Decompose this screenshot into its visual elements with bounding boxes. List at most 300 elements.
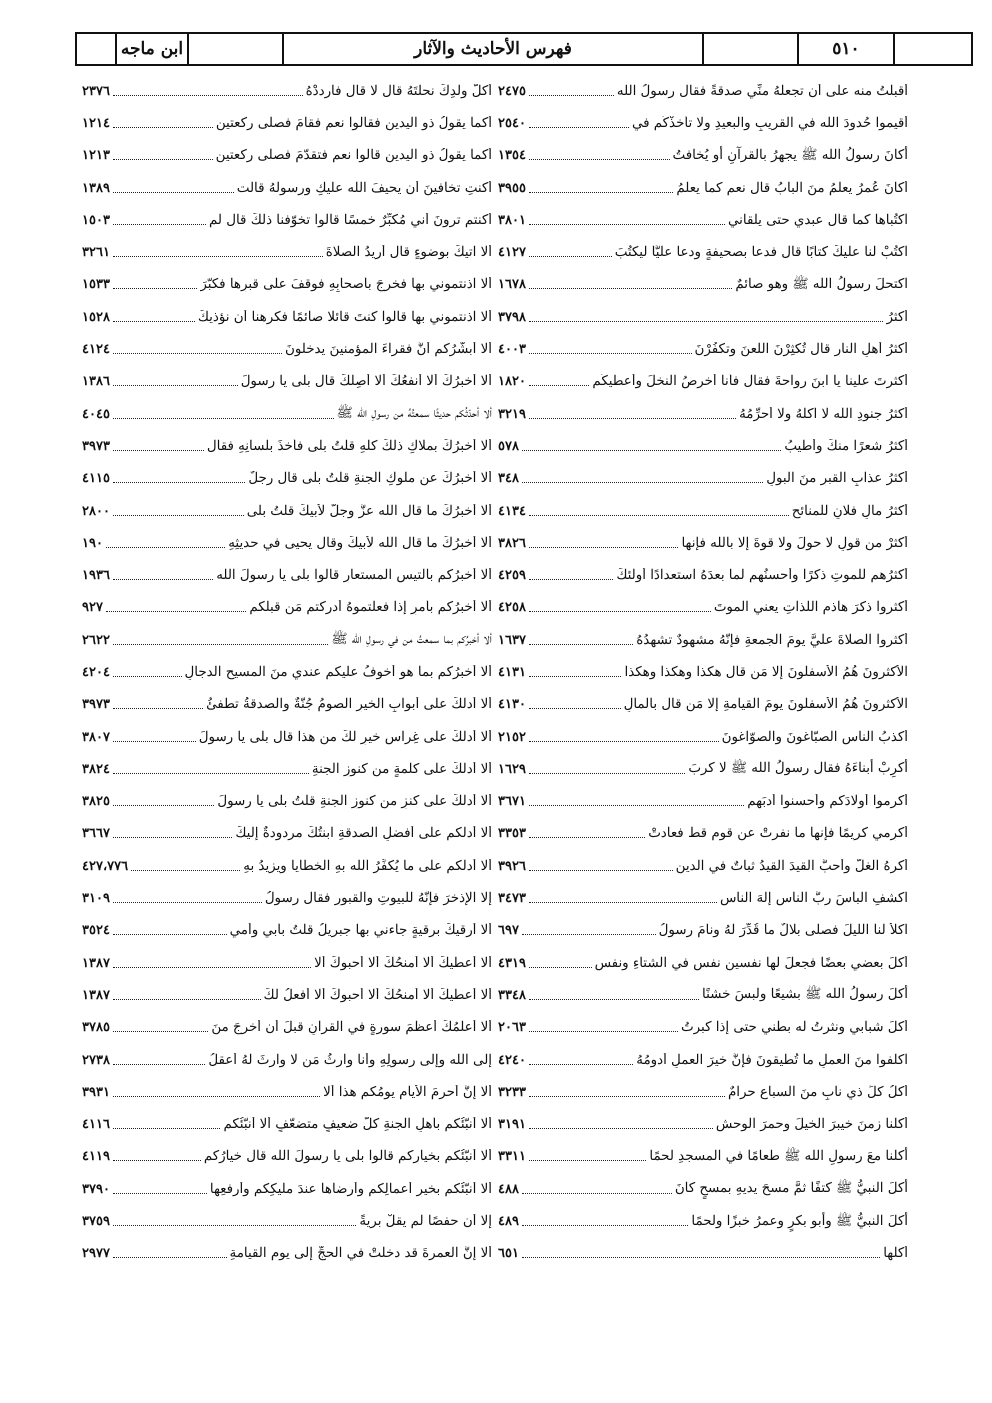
index-entry (498, 1173, 908, 1205)
dot-leader (113, 1225, 356, 1226)
entry-number: ٤١٢٤ (82, 342, 110, 358)
dot-leader (106, 547, 225, 548)
dot-leader (529, 870, 673, 871)
entry-number: ٣٨٢٤ (82, 761, 110, 777)
entry-number: ٣٦٦٧ (82, 826, 110, 842)
entry-text: أكلَ رسولُ الله ﷺ بشيعًا ولبسَ خشنًا (702, 987, 908, 1003)
entry-text: أكثرُ مالِ فلانٍ للمنائحِ (791, 503, 908, 519)
index-entry (82, 204, 492, 236)
index-entry (82, 656, 492, 688)
entry-text: أكلها (883, 1246, 908, 1262)
entry-text: ألا أرقيكَ برقيةٍ جاءني بها جبريلُ قلتُ بأبي وأمي (229, 923, 492, 939)
index-entry (498, 656, 908, 688)
entry-text: أكثرُ (886, 309, 908, 325)
dot-leader (113, 967, 311, 968)
dot-leader (529, 418, 736, 419)
index-entry (498, 1109, 908, 1141)
index-entry (82, 527, 492, 559)
dot-leader (113, 353, 282, 354)
dot-leader (529, 224, 725, 225)
dot-leader (113, 515, 244, 516)
entry-text: أكنتِ تخافينَ أن يحيفَ الله عليكِ ورسولُهُ قالت (236, 180, 492, 196)
entry-text: أكما يقولُ ذو اليدينِ فقالوا نعم فقامَ فصلّى ركعتينِ (215, 115, 492, 131)
index-entry (498, 1205, 908, 1237)
index-entry (498, 333, 908, 365)
entry-number: ٤١٣٠ (498, 697, 526, 713)
header-blank-cell (189, 34, 284, 64)
index-entry (498, 559, 908, 591)
dot-leader (529, 127, 629, 128)
entry-text: أكثرُ جنودِ الله لا آكلُهُ ولا أُحرِّمُهُ (739, 406, 908, 422)
dot-leader (529, 611, 711, 612)
entry-number: ١٢١٣ (82, 148, 110, 164)
entry-text: ألا أخبرُكَ ما قال الله عزَّ وجلَّ لأبيكَ قلتُ بلى (246, 503, 492, 519)
dot-leader (529, 967, 592, 968)
dot-leader (529, 353, 692, 354)
entry-text: ألا إنَّ العمرةَ قد دخلتْ في الحجِّ إلى يومِ القيامةِ (229, 1246, 492, 1262)
index-title: فهرس الأحاديث والآثار (284, 34, 704, 64)
entry-text: أكثرُ شعرًا منكَ وأطيبُ (784, 438, 908, 454)
entry-number: ٣٨٢٥ (82, 794, 110, 810)
entry-text: أكرهُ الغلَّ وأحبُّ القيدَ القيدُ ثباتٌ في الدينِ (675, 858, 908, 874)
dot-leader (113, 1257, 227, 1258)
dot-leader (522, 1225, 688, 1226)
entry-number: ٣٢١٩ (498, 406, 526, 422)
index-entry (498, 1044, 908, 1076)
dot-leader (529, 579, 613, 580)
dot-leader (529, 1128, 713, 1129)
entry-number: ٤١١٩ (82, 1149, 110, 1165)
dot-leader (113, 999, 261, 1000)
index-entry (82, 947, 492, 979)
dot-leader (113, 708, 203, 709)
dot-leader (522, 450, 781, 451)
entry-number: ٢١٥٢ (498, 729, 526, 745)
entry-text: اكتُباها كما قال عبدي حتى يلقاني (727, 212, 908, 228)
dot-leader (113, 773, 309, 774)
entry-number: ٣٢٦١ (82, 245, 110, 261)
entry-text: أكلُ كلِّ ذي نابٍ منَ السباعِ حرامٌ (727, 1084, 908, 1100)
index-entry (82, 301, 492, 333)
entry-number: ٣٢٣٣ (498, 1084, 526, 1100)
dot-leader (529, 192, 673, 193)
entry-number: ٤١١٥ (82, 471, 110, 487)
entry-number: ٣٨٠١ (498, 212, 526, 228)
dot-leader (113, 95, 303, 96)
entry-number: ١٣٨٦ (82, 374, 110, 390)
index-entry (82, 1044, 492, 1076)
index-entry (82, 1012, 492, 1044)
dot-leader (529, 1064, 633, 1065)
index-entry (498, 172, 908, 204)
dot-leader (113, 741, 196, 742)
entry-number: ٤٨٨ (498, 1181, 519, 1197)
entry-text: أكلَ شبابي ونثرتُ له بطني حتى إذا كبرتُ (681, 1020, 908, 1036)
entry-text: ألا أعطيكَ ألا أمنحُكَ ألا أحبوكَ ألا أفعلُ لكَ (263, 987, 492, 1003)
entry-number: ٣٩٣١ (82, 1084, 110, 1100)
header-blank-cell (704, 34, 799, 64)
entry-number: ٤١٣٤ (498, 503, 526, 519)
index-entry (498, 689, 908, 721)
index-entry (498, 527, 908, 559)
entry-text: ألا أخبرُكم بما هو أخوفُ عليكم عندي منَ المسيحِ الدجالِ (184, 664, 492, 680)
entry-number: ١٦٣٧ (498, 632, 526, 648)
entry-text: الأكثرونَ هُمُ الأسفلونَ إلا مَن قال هكذا وهكذا وهكذا (624, 664, 908, 680)
entry-text: إلا أن حفصًا لم يقلْ بريةً (359, 1214, 492, 1230)
entry-number: ٢٣٧٦ (82, 83, 110, 99)
entry-text: أكلَ النبيُّ ﷺ وأبو بكرٍ وعمرُ خبزًا ولحمًا (691, 1213, 908, 1229)
entry-text: أكرِمي كريمًا فإنها ما نفرتْ عن قومٍ قطُّ فعادتْ (648, 826, 908, 842)
entry-number: ٣٤٧٣ (498, 891, 526, 907)
dot-leader (113, 1096, 320, 1097)
entry-text: ألا أنبّئُكم بخيرِ أعمالِكم وأرضاها عندَ مليكِكم وأرفعِها (209, 1181, 492, 1197)
entry-text: اكشفِ الباسَ ربَّ الناسِ إلهَ الناسِ (719, 891, 908, 907)
index-entry (82, 753, 492, 785)
dot-leader (113, 418, 334, 419)
entry-number: ٣٨٠٧ (82, 729, 110, 745)
dot-leader (529, 321, 884, 322)
entry-text: اكتحلَ رسولُ الله ﷺ وهو صائمٌ (735, 276, 908, 292)
index-entry (498, 979, 908, 1011)
dot-leader (522, 934, 656, 935)
entry-text: ألا أخبرُكَ بملاكِ ذلكَ كلِّهِ قلتُ بلى فأخذَ بلسانِهِ فقال (206, 438, 492, 454)
entry-text: ألا أنبّئُكم بأهلِ الجنةِ كلُّ ضعيفٍ متضعّفٍ ألا أنبّئُكم (223, 1117, 492, 1133)
entry-number: ٢٦٢٢ (82, 632, 110, 648)
dot-leader (522, 1257, 880, 1258)
dot-leader (529, 644, 633, 645)
index-column-right (498, 75, 908, 1270)
entry-number: ١٣٨٧ (82, 987, 110, 1003)
index-entry (82, 1076, 492, 1108)
entry-text: أكثروا ذكرَ هاذمِ اللذاتِ يعني الموتَ (713, 600, 908, 616)
index-entry (82, 559, 492, 591)
entry-number: ٣١٩١ (498, 1117, 526, 1133)
index-entry (498, 140, 908, 172)
index-entry (498, 366, 908, 398)
dot-leader (113, 127, 213, 128)
entry-text: أقبلتُ منه على أن تجعلَهُ منِّي صدقةً فقال رسولُ الله (616, 83, 908, 99)
dot-leader (113, 256, 323, 257)
index-entry (498, 624, 908, 656)
entry-number: ١٥٢٨ (82, 309, 110, 325)
entry-number: ٤٢٤٠ (498, 1052, 526, 1068)
entry-text: ألا أدلُّكَ على غِراسٍ خيرٍ لكَ من هذا قال بلى يا رسولَ (198, 729, 492, 745)
book-name: ابن ماجه (117, 34, 189, 64)
index-entry (82, 495, 492, 527)
entry-number: ٢٥٤٠ (498, 115, 526, 131)
entry-text: أكثرُ أهلِ النارِ قال تُكثِرْنَ اللعنَ وتكفُرْنَ (694, 342, 908, 358)
entry-text: ألا إنَّ أحرمَ الأيامِ يومُكم هذا ألا (323, 1084, 492, 1100)
index-entry (498, 1076, 908, 1108)
entry-number: ٤٠٠٣ (498, 342, 526, 358)
entry-number: ٣٧٨٥ (82, 1020, 110, 1036)
entry-number: ٤١٣١ (498, 664, 526, 680)
dot-leader (113, 224, 206, 225)
entry-text: أكنتم ترونَ أني مُكبِّرٌ خمسًا قالوا تخوّفنا ذلكَ قال لم (208, 212, 492, 228)
entry-number: ١٨٢٠ (498, 374, 526, 390)
index-entry (82, 333, 492, 365)
entry-text: أكثروا الصلاةَ عليَّ يومَ الجمعةِ فإنَّهُ مشهودٌ تشهدُهُ (636, 632, 908, 648)
entry-text: أكانَ عُمرُ يعلمُ منَ البابُ قال نعم كما يعلمُ (676, 180, 908, 196)
entry-number: ٣٣٥٣ (498, 826, 526, 842)
dot-leader (113, 676, 182, 677)
entry-text: ألا أدلُّكم على أفضلِ الصدقةِ ابنتُكَ مردودةٌ إليكَ (235, 826, 492, 842)
entry-text: أكثرتَ علينا يا ابنَ رواحةَ فقال فأنا أخرِصُ النخلَ وأُعطيكُم (592, 374, 908, 390)
dot-leader (113, 579, 213, 580)
entry-number: ٢٤٧٥ (498, 83, 526, 99)
entry-text: ألا أخبرُكم بما سمعتُ من في رسولِ الله ﷺ (331, 632, 492, 648)
entry-number: ٣٧٩٠ (82, 1181, 110, 1197)
entry-number: ٢٠٦٣ (498, 1020, 526, 1036)
entry-text: ألا أحدّثُكم حديثًا سمعتُهُ من رسولِ الله ﷺ (336, 406, 492, 422)
entry-number: ٤١١٦ (82, 1117, 110, 1133)
entry-text: أكثرْ من قولِ لا حولَ ولا قوةَ إلا بالله فإنها (681, 535, 908, 551)
entry-text: ألا أدلُّكَ على كنزٍ من كنوزِ الجنةِ قلتُ بلى يا رسولَ (217, 794, 492, 810)
index-entry (82, 1173, 492, 1205)
index-entry (82, 172, 492, 204)
entry-text: ألا أخبرُكَ عن ملوكِ الجنةِ قلتُ بلى قال رجلٌ (248, 471, 492, 487)
dot-leader (113, 288, 197, 289)
index-entry (498, 269, 908, 301)
entry-number: ٤٣١٩ (498, 955, 526, 971)
index-entry (498, 236, 908, 268)
index-entry (82, 1109, 492, 1141)
entry-number: ٤٢٧،٧٧٦ (82, 858, 129, 874)
dot-leader (113, 644, 328, 645)
dot-leader (113, 837, 232, 838)
entry-number: ٢٨٠٠ (82, 503, 110, 519)
index-entry (82, 818, 492, 850)
index-entry (498, 430, 908, 462)
entry-number: ٥٧٨ (498, 438, 519, 454)
entry-number: ٣١٠٩ (82, 891, 110, 907)
entry-number: ٣٥٢٤ (82, 923, 110, 939)
index-entry (82, 624, 492, 656)
dot-leader (113, 1193, 207, 1194)
index-entry (498, 915, 908, 947)
dot-leader (529, 902, 717, 903)
entry-text: ألا أخبرُكم بالتيسِ المستعارِ قالوا بلى يا رسولَ الله (216, 568, 492, 584)
entry-text: إلا الإذخرَ فإنَّهُ للبيوتِ والقبورِ فقال رسولُ (264, 891, 492, 907)
index-entry (82, 366, 492, 398)
entry-number: ٢٩٧٧ (82, 1246, 110, 1262)
dot-leader (529, 288, 732, 289)
entry-number: ٤٢٥٨ (498, 600, 526, 616)
index-entry (498, 786, 908, 818)
entry-number: ٦٥١ (498, 1246, 519, 1262)
dot-leader (113, 1031, 208, 1032)
index-entry (82, 140, 492, 172)
index-entry (498, 753, 908, 785)
index-entry (82, 915, 492, 947)
dot-leader (529, 547, 679, 548)
index-entry (82, 882, 492, 914)
entry-number: ١٣٥٤ (498, 148, 526, 164)
entry-number: ٣٤٨ (498, 471, 519, 487)
entry-text: ألا أدلُّكم على ما يُكفِّرُ الله بهِ الخطايا ويزيدُ بهِ (243, 858, 492, 874)
dot-leader (529, 837, 645, 838)
entry-text: أكلنا معَ رسولِ الله ﷺ طعامًا في المسجدِ لحمًا (649, 1148, 908, 1164)
entry-text: الأكثرونَ هُمُ الأسفلونَ يومَ القيامةِ إلا مَن قال بالمالِ (623, 697, 908, 713)
entry-text: ألا أدلُّكَ على كلمةٍ من كنوزِ الجنةِ (311, 761, 492, 777)
entry-text: ألا أدلُّكَ على أبوابِ الخيرِ الصومُ جُنّةٌ والصدقةُ تطفئُ (206, 697, 492, 713)
entry-number: ١٦٢٩ (498, 761, 526, 777)
entry-number: ٣٣١١ (498, 1149, 526, 1165)
index-column-left (82, 75, 492, 1270)
index-entry (82, 269, 492, 301)
dot-leader (113, 450, 204, 451)
index-entry (82, 721, 492, 753)
entry-number: ١٥٠٣ (82, 212, 110, 228)
entry-text: ألا أخبرُكَ ألا أنفعُكَ ألا أصِلُكَ قال بلى يا رسولَ (240, 374, 492, 390)
index-entry (82, 1141, 492, 1173)
entry-number: ٤٢٥٩ (498, 568, 526, 584)
entry-text: أكلَ النبيُّ ﷺ كتفًا ثمَّ مسحَ يديهِ بمسحٍ كانَ (674, 1181, 908, 1197)
index-entry (498, 1238, 908, 1270)
entry-text: أكثرُ عذابِ القبرِ منَ البولِ (766, 471, 908, 487)
dot-leader (529, 159, 670, 160)
index-entry (498, 818, 908, 850)
entry-text: ألا آتيكَ بوضوءٍ قال أريدُ الصلاةَ (325, 245, 492, 261)
header-blank-cell (77, 34, 117, 64)
index-entry (498, 882, 908, 914)
entry-number: ٤٠٤٥ (82, 406, 110, 422)
index-entry (498, 1141, 908, 1173)
index-entry (498, 301, 908, 333)
entry-number: ٣٩٢٦ (498, 858, 526, 874)
dot-leader (529, 385, 589, 386)
dot-leader (529, 515, 789, 516)
index-entry (82, 1205, 492, 1237)
entry-number: ٦٩٧ (498, 923, 519, 939)
index-entry (82, 689, 492, 721)
index-entry (82, 75, 492, 107)
dot-leader (522, 482, 763, 483)
dot-leader (529, 773, 685, 774)
index-entry (498, 1012, 908, 1044)
entry-text: أكرِبْ أبناءَهُ فقال رسولُ الله ﷺ لا كربَ (688, 761, 908, 777)
entry-number: ١٩٣٦ (82, 568, 110, 584)
header-blank-cell (895, 34, 971, 64)
index-entry (498, 947, 908, 979)
entry-text: ألا أعطيكَ ألا أمنحُكَ ألا أحبوكَ ألا (314, 955, 492, 971)
entry-text: أكلَ بعضي بعضًا فجعلَ لها نفسينِ نفسٍ في الشتاءِ ونفسٍ (594, 955, 908, 971)
index-entry (82, 398, 492, 430)
entry-number: ١٣٨٩ (82, 180, 110, 196)
page-number: ٥١٠ (799, 34, 895, 64)
entry-text: أقيموا حُدودَ الله في القريبِ والبعيدِ ولا تأخذْكُم في (631, 115, 908, 131)
index-entry (498, 204, 908, 236)
entry-number: ٣٩٥٥ (498, 180, 526, 196)
entry-text: إلى الله وإلى رسولِهِ وأنا وارثُ مَن لا وارثَ لهُ أعقلُ (208, 1052, 492, 1068)
entry-number: ٣٦٧١ (498, 794, 526, 810)
dot-leader (529, 741, 719, 742)
index-entry (498, 75, 908, 107)
dot-leader (529, 1096, 725, 1097)
entry-number: ١٦٧٨ (498, 277, 526, 293)
entry-text: ألا أنبّئُكم بخيارِكم قالوا بلى يا رسولَ الله قال خيارُكم (203, 1149, 492, 1165)
index-entry (82, 979, 492, 1011)
index-entry (498, 495, 908, 527)
entry-text: ألا أعلّمُكَ أعظمَ سورةٍ في القرآنِ قبلَ أن أخرجَ منَ (211, 1020, 492, 1036)
dot-leader (113, 482, 245, 483)
dot-leader (529, 1031, 678, 1032)
entry-text: ألا آذنتموني بها فخرجَ بأصحابِهِ فوقفَ على قبرِها فكبّرَ (200, 277, 492, 293)
entry-text: ألا أخبرُكَ ما قال الله لأبيكَ وقال يحيى في حديثِهِ (228, 535, 492, 551)
dot-leader (529, 676, 622, 677)
entry-text: أكرموا أولادَكم وأحسنوا أدبَهم (747, 794, 908, 810)
entry-number: ٤٢٠٤ (82, 664, 110, 680)
dot-leader (113, 805, 214, 806)
dot-leader (113, 1128, 221, 1129)
index-entry (82, 850, 492, 882)
entry-number: ٤١٢٧ (498, 245, 526, 261)
index-entry (498, 721, 908, 753)
entry-number: ١٢١٤ (82, 115, 110, 131)
entry-number: ١٣٨٧ (82, 955, 110, 971)
entry-text: أكما يقولُ ذو اليدينِ قالوا نعم فتقدّمَ فصلّى ركعتينِ (215, 148, 492, 164)
dot-leader (113, 192, 234, 193)
entry-text: اكلأْ لنا الليلَ فصلّى بلالٌ ما قُدِّرَ لهُ ونامَ رسولُ (658, 923, 908, 939)
index-entry (82, 236, 492, 268)
dot-leader (113, 385, 238, 386)
entry-text: اكلفوا منَ العملِ ما تُطيقونَ فإنَّ خيرَ العملِ أدومُهُ (636, 1052, 908, 1068)
index-entry (498, 592, 908, 624)
dot-leader (113, 902, 262, 903)
entry-text: أكذبُ الناسِ الصبّاغونَ والصوّاغونَ (721, 729, 908, 745)
index-entry (498, 463, 908, 495)
entry-number: ٣٩٧٣ (82, 438, 110, 454)
index-entry (82, 430, 492, 462)
index-entry (498, 398, 908, 430)
dot-leader (106, 611, 246, 612)
index-entry (498, 850, 908, 882)
dot-leader (529, 1160, 646, 1161)
dot-leader (113, 159, 213, 160)
entry-number: ٣٣٤٨ (498, 987, 526, 1003)
entry-number: ٣٧٥٩ (82, 1214, 110, 1230)
entry-number: ٢٧٣٨ (82, 1052, 110, 1068)
dot-leader (113, 321, 195, 322)
entry-text: أكلنا زمنَ خيبرَ الخيلَ وحمرَ الوحشِ (715, 1117, 908, 1133)
index-entry (82, 1238, 492, 1270)
index-entry (82, 107, 492, 139)
dot-leader (529, 708, 621, 709)
entry-number: ١٩٠ (82, 535, 103, 551)
dot-leader (113, 1160, 201, 1161)
dot-leader (529, 256, 612, 257)
entry-number: ٣٧٩٨ (498, 309, 526, 325)
entry-text: ألا آذنتموني بها قالوا كنتَ قائلًا صائمًا فكرهنا أن نؤذيكَ (197, 309, 492, 325)
entry-text: أكلُّ ولدِكَ نحلتَهُ قال لا قال فارددْهُ (305, 83, 492, 99)
index-entry (82, 592, 492, 624)
index-entry (82, 786, 492, 818)
page-header (75, 32, 973, 66)
entry-number: ٣٩٧٣ (82, 697, 110, 713)
entry-text: اكتُبْ لنا عليكَ كتابًا قال فدعا بصحيفةٍ ودعا عليًّا ليكتُبَ (614, 245, 908, 261)
dot-leader (522, 1193, 672, 1194)
entry-number: ٩٢٧ (82, 600, 103, 616)
entry-number: ٤٨٩ (498, 1214, 519, 1230)
entry-number: ٣٨٢٦ (498, 535, 526, 551)
entry-text: ألا أخبرُكم بأمرٍ إذا فعلتموهُ أدركتم مَن قبلَكم (249, 600, 492, 616)
index-entry (82, 463, 492, 495)
entry-text: أكثرُهم للموتِ ذكرًا وأحسنُهم لما بعدَهُ استعدادًا أولئكَ (616, 568, 908, 584)
index-entry (498, 107, 908, 139)
dot-leader (529, 999, 699, 1000)
dot-leader (113, 934, 227, 935)
entry-text: أكانَ رسولُ الله ﷺ يجهرُ بالقرآنِ أو يُخافتُ (672, 147, 908, 163)
